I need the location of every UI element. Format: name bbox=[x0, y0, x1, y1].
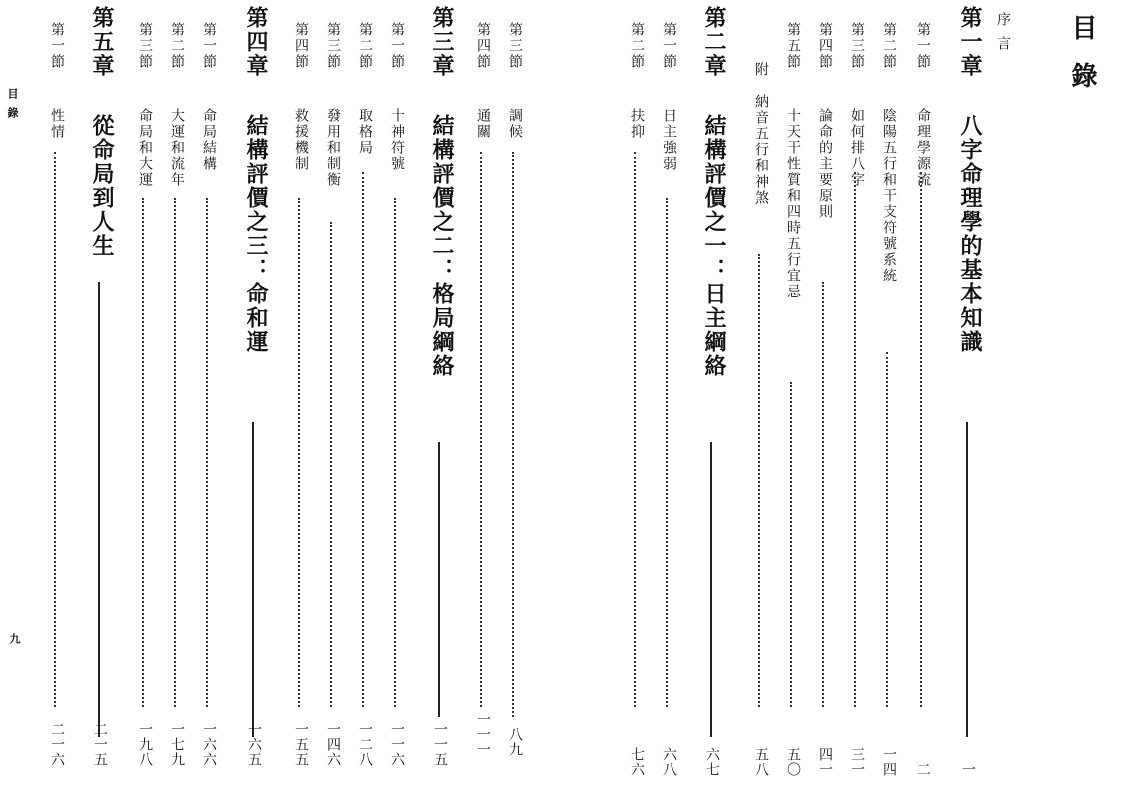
section-label: 第四節 bbox=[817, 22, 833, 70]
toc-chapter-3[interactable] bbox=[427, 6, 455, 777]
section-page: 一九八 bbox=[137, 722, 153, 767]
chapter-label: 第一章 bbox=[957, 6, 983, 78]
running-header-title: 目錄 bbox=[6, 88, 19, 126]
section-page: 八九 bbox=[507, 727, 523, 757]
toc-section[interactable] bbox=[847, 22, 865, 777]
section-page: 五八 bbox=[753, 747, 769, 777]
toc-title: 目錄 bbox=[1067, 14, 1097, 110]
section-title: 性情 bbox=[49, 108, 65, 140]
toc-section[interactable] bbox=[291, 22, 309, 777]
section-page: 四一 bbox=[817, 747, 833, 777]
section-page: 一五五 bbox=[293, 722, 309, 767]
section-title: 陰陽五行和干支符號系統 bbox=[881, 108, 897, 284]
leader-dots bbox=[174, 198, 176, 707]
section-title: 納音五行和神煞 bbox=[753, 94, 769, 206]
toc-section[interactable] bbox=[167, 22, 185, 777]
leader-dots bbox=[666, 198, 668, 707]
leader-line bbox=[710, 442, 712, 737]
leader-dots bbox=[330, 222, 332, 707]
leader-dots bbox=[854, 172, 856, 707]
leader-dots bbox=[480, 152, 482, 707]
toc-section[interactable] bbox=[47, 22, 65, 777]
toc-chapter-5[interactable] bbox=[87, 6, 115, 777]
section-label: 第二節 bbox=[357, 22, 373, 70]
chapter-label: 第五章 bbox=[89, 6, 115, 78]
leader-line bbox=[252, 422, 254, 737]
toc-section[interactable] bbox=[473, 22, 491, 777]
section-page: 一七九 bbox=[169, 722, 185, 767]
section-title: 扶抑 bbox=[629, 108, 645, 140]
section-label: 第四節 bbox=[293, 22, 309, 70]
toc-section[interactable] bbox=[199, 22, 217, 777]
section-title: 取格局 bbox=[357, 108, 373, 156]
section-page: 三一 bbox=[849, 747, 865, 777]
section-label: 第一節 bbox=[389, 22, 405, 70]
leader-dots bbox=[886, 352, 888, 707]
leader-dots bbox=[142, 198, 144, 707]
leader-dots bbox=[54, 152, 56, 707]
section-label: 第一節 bbox=[661, 22, 677, 70]
leader-line bbox=[438, 442, 440, 717]
section-title: 十神符號 bbox=[389, 108, 405, 172]
section-page: 一六六 bbox=[201, 722, 217, 767]
section-title: 命局和大運 bbox=[137, 108, 153, 188]
section-title: 十天干性質和四時五行宜忌 bbox=[785, 108, 801, 300]
chapter-label: 第二章 bbox=[701, 6, 727, 78]
leader-dots bbox=[920, 172, 922, 707]
section-label: 第五節 bbox=[785, 22, 801, 70]
section-page: 二一六 bbox=[49, 722, 65, 767]
toc-section[interactable] bbox=[913, 22, 931, 777]
section-page: 二 bbox=[915, 762, 931, 777]
toc-section[interactable] bbox=[627, 22, 645, 777]
page-number: 九 bbox=[8, 633, 21, 644]
toc-chapter-2[interactable] bbox=[699, 6, 727, 777]
section-label: 第一節 bbox=[201, 22, 217, 70]
chapter-page: 一一五 bbox=[432, 722, 448, 767]
chapter-title: 結構評價之二：格局綱絡 bbox=[429, 114, 455, 378]
toc-section[interactable] bbox=[355, 22, 373, 777]
leader-dots bbox=[512, 152, 514, 717]
toc-section[interactable] bbox=[505, 22, 523, 777]
toc-section[interactable] bbox=[135, 22, 153, 777]
chapter-page: 六七 bbox=[704, 747, 720, 777]
section-title: 大運和流年 bbox=[169, 108, 185, 188]
section-title: 如何排八字 bbox=[849, 108, 865, 188]
toc-section[interactable] bbox=[815, 22, 833, 777]
toc-section[interactable] bbox=[659, 22, 677, 777]
section-page: 六八 bbox=[661, 747, 677, 777]
section-title: 通關 bbox=[475, 108, 491, 140]
leader-dots bbox=[758, 254, 760, 707]
section-page: 一四 bbox=[881, 747, 897, 777]
section-page: 一四六 bbox=[325, 722, 341, 767]
section-label: 第二節 bbox=[881, 22, 897, 70]
section-title: 調候 bbox=[507, 108, 523, 140]
chapter-title: 從命局到人生 bbox=[89, 114, 115, 258]
chapter-label: 第三章 bbox=[429, 6, 455, 78]
chapter-title: 結構評價之三：命和運 bbox=[243, 114, 269, 354]
toc-section[interactable] bbox=[879, 22, 897, 777]
leader-dots bbox=[298, 198, 300, 707]
leader-dots bbox=[634, 152, 636, 707]
section-label: 第一節 bbox=[49, 22, 65, 70]
section-label: 第三節 bbox=[849, 22, 865, 70]
leader-dots bbox=[206, 198, 208, 707]
section-label: 附 bbox=[753, 62, 769, 78]
section-title: 論命的主要原則 bbox=[817, 108, 833, 220]
section-label: 第一節 bbox=[915, 22, 931, 70]
chapter-page: 二一五 bbox=[92, 722, 108, 767]
section-label: 第二節 bbox=[629, 22, 645, 70]
toc-chapter-1[interactable] bbox=[955, 6, 983, 777]
toc-section[interactable] bbox=[751, 22, 769, 777]
section-page: 一一六 bbox=[389, 722, 405, 767]
section-label: 第三節 bbox=[507, 22, 523, 70]
chapter-label: 第四章 bbox=[243, 6, 269, 78]
chapter-title: 結構評價之一：日主綱絡 bbox=[701, 114, 727, 378]
toc-section[interactable] bbox=[387, 22, 405, 777]
leader-dots bbox=[362, 172, 364, 707]
section-title: 救援機制 bbox=[293, 108, 309, 172]
section-page: 一二八 bbox=[357, 722, 373, 767]
leader-dots bbox=[394, 198, 396, 707]
section-page: 七六 bbox=[629, 747, 645, 777]
section-page: 一一一 bbox=[475, 712, 491, 757]
leader-dots bbox=[822, 282, 824, 707]
toc-section[interactable] bbox=[323, 22, 341, 777]
section-title: 日主強弱 bbox=[661, 108, 677, 172]
toc-entry-preface[interactable]: 序言 bbox=[995, 12, 1011, 60]
leader-dots bbox=[790, 382, 792, 707]
leader-line bbox=[966, 422, 968, 737]
running-header bbox=[6, 88, 21, 644]
chapter-page: 一 bbox=[960, 762, 976, 777]
leader-line bbox=[98, 282, 100, 737]
section-page: 五〇 bbox=[785, 747, 801, 777]
section-title: 命局結構 bbox=[201, 108, 217, 172]
section-title: 命理學源流 bbox=[915, 108, 931, 188]
section-label: 第三節 bbox=[325, 22, 341, 70]
toc-section[interactable] bbox=[783, 22, 801, 777]
toc-chapter-4[interactable] bbox=[241, 6, 269, 777]
section-label: 第三節 bbox=[137, 22, 153, 70]
section-label: 第四節 bbox=[475, 22, 491, 70]
section-title: 發用和制衡 bbox=[325, 108, 341, 188]
section-label: 第二節 bbox=[169, 22, 185, 70]
chapter-page: 一六五 bbox=[246, 722, 262, 767]
chapter-title: 八字命理學的基本知識 bbox=[957, 114, 983, 354]
